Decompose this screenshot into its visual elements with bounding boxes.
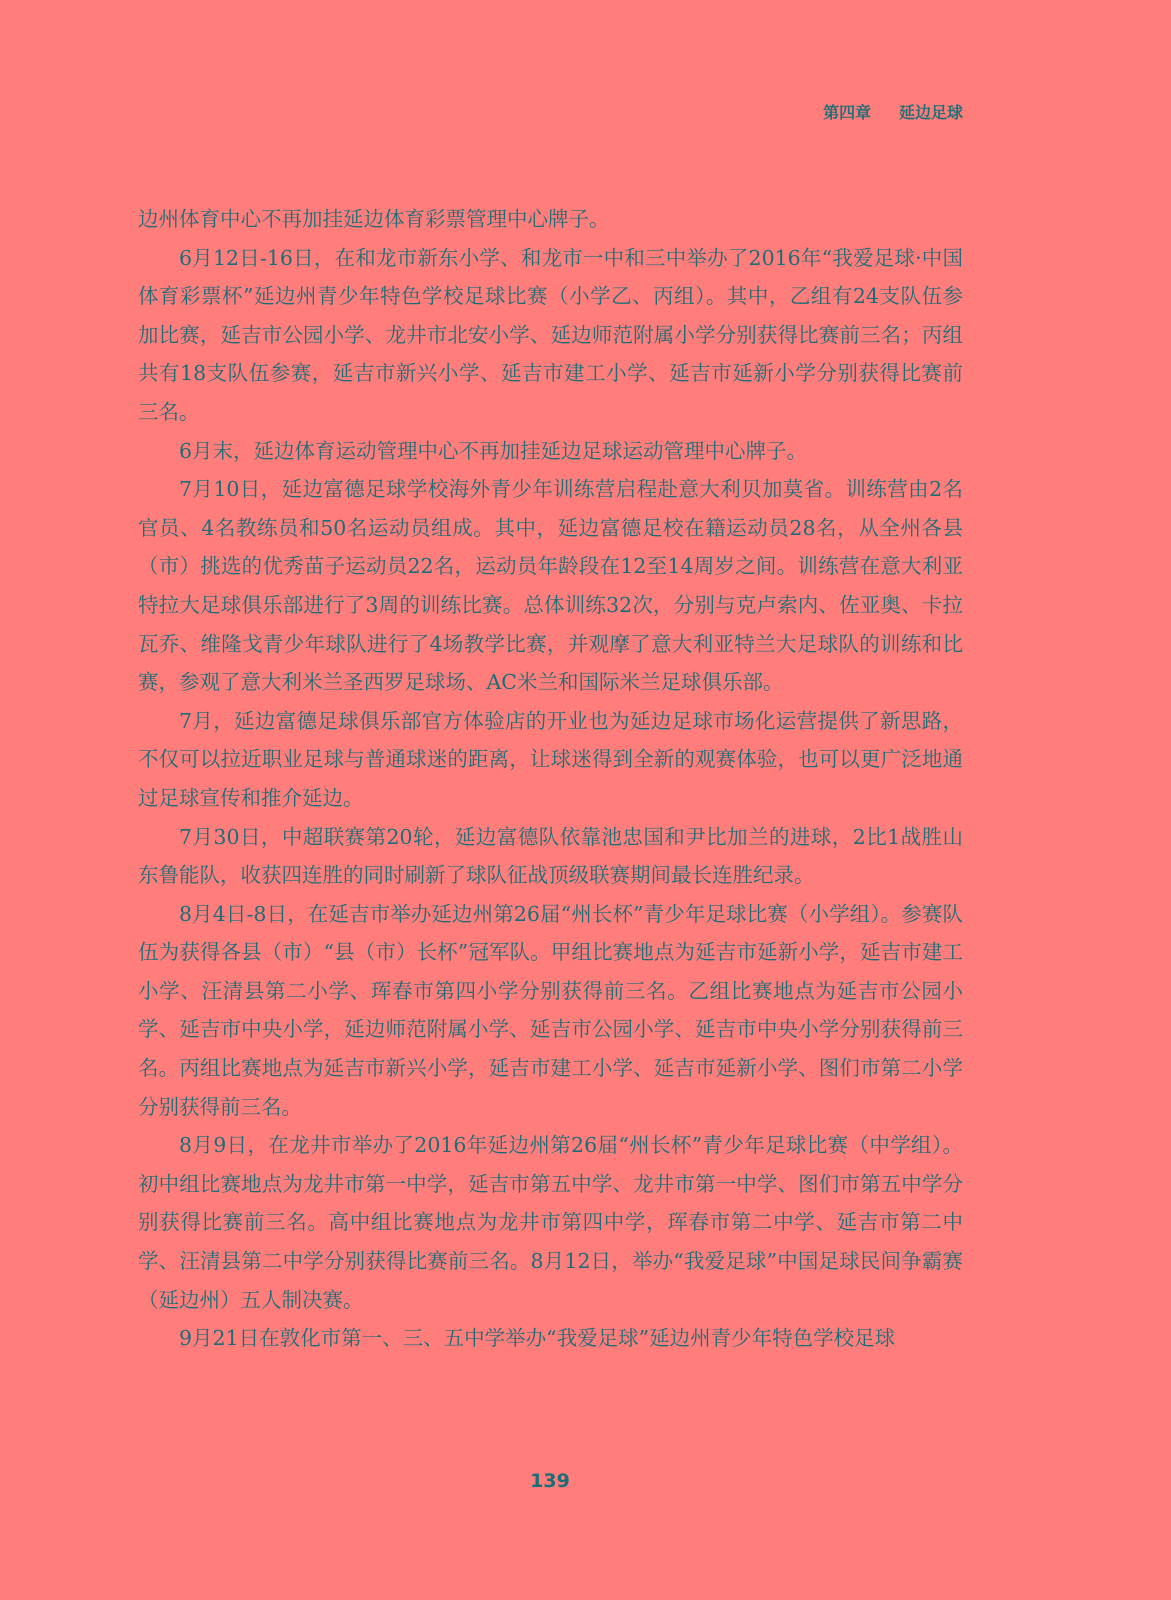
paragraph: 7月30日，中超联赛第20轮，延边富德队依靠池忠国和尹比加兰的进球，2比1战胜山东鲁能队，收获四连胜的同时刷新了球队征战顶级联赛期间最长连胜纪录。 [138,824,963,888]
paragraph: 7月10日，延边富德足球学校海外青少年训练营启程赴意大利贝加莫省。训练营由2名官员、4名教练员和50名运动员组成。其中，延边富德足校在籍运动员28名，从全州各县（市）挑选的优秀苗子运动员22名，运动员年龄段在12至14周岁之间。训练营在意大利亚特拉大足球俱乐部进行了3周的训练比赛。总体训练32次，分别与克卢索内、佐亚奥、卡拉瓦乔、维隆戈青少年球队进行了4场教学比赛，并观摩了意大利亚特兰大足球队的训练和比赛，参观了意大利米兰圣西罗足球场、AC米兰和国际米兰足球俱乐部。 [138,477,963,695]
paragraph: 7月，延边富德足球俱乐部官方体验店的开业也为延边足球市场化运营提供了新思路，不仅可以拉近职业足球与普通球迷的距离，让球迷得到全新的观赛体验，也可以更广泛地通过足球宣传和推介延边。 [138,708,963,810]
paragraph: 6月12日-16日，在和龙市新东小学、和龙市一中和三中举办了2016年“我爱足球·中国体育彩票杯”延边州青少年特色学校足球比赛（小学乙、丙组）。其中，乙组有24支队伍参加比赛，延吉市公园小学、龙井市北安小学、延边师范附属小学分别获得比赛前三名；丙组共有18支队伍参赛，延吉市新兴小学、延吉市建工小学、延吉市延新小学分别获得比赛前三名。 [138,245,963,424]
page-number: 139 [530,1470,570,1492]
paragraph-continued: 边州体育中心不再加挂延边体育彩票管理中心牌子。 [138,207,610,231]
paragraph: 6月末，延边体育运动管理中心不再加挂延边足球运动管理中心牌子。 [179,438,808,463]
paragraph: 9月21日在敦化市第一、三、五中学举办“我爱足球”延边州青少年特色学校足球 [179,1326,896,1351]
paragraph: 8月9日，在龙井市举办了2016年延边州第26届“州长杯”青少年足球比赛（中学组）。初中组比赛地点为龙井市第一中学，延吉市第五中学、龙井市第一中学、图们市第五中学分别获得比赛前三名。高中组比赛地点为龙井市第四中学，珲春市第二中学、延吉市第二中学、汪清县第二中学分别获得比赛前三名。8月12日，举办“我爱足球”中国足球民间争霸赛（延边州）五人制决赛。 [138,1133,963,1312]
chapter-title: 延边足球 [898,103,963,122]
running-header [823,100,963,123]
chapter-label: 第四章 [823,103,872,122]
paragraph: 8月4日-8日，在延吉市举办延边州第26届“州长杯”青少年足球比赛（小学组）。参赛队伍为获得各县（市）“县（市）长杯”冠军队。甲组比赛地点为延吉市延新小学，延吉市建工小学、汪清县第二小学、珲春市第四小学分别获得前三名。乙组比赛地点为延吉市公园小学、延吉市中央小学，延边师范附属小学、延吉市公园小学、延吉市中央小学分别获得前三名。丙组比赛地点为延吉市新兴小学，延吉市建工小学、延吉市延新小学、图们市第二小学分别获得前三名。 [138,901,963,1119]
body-text [138,200,963,1358]
